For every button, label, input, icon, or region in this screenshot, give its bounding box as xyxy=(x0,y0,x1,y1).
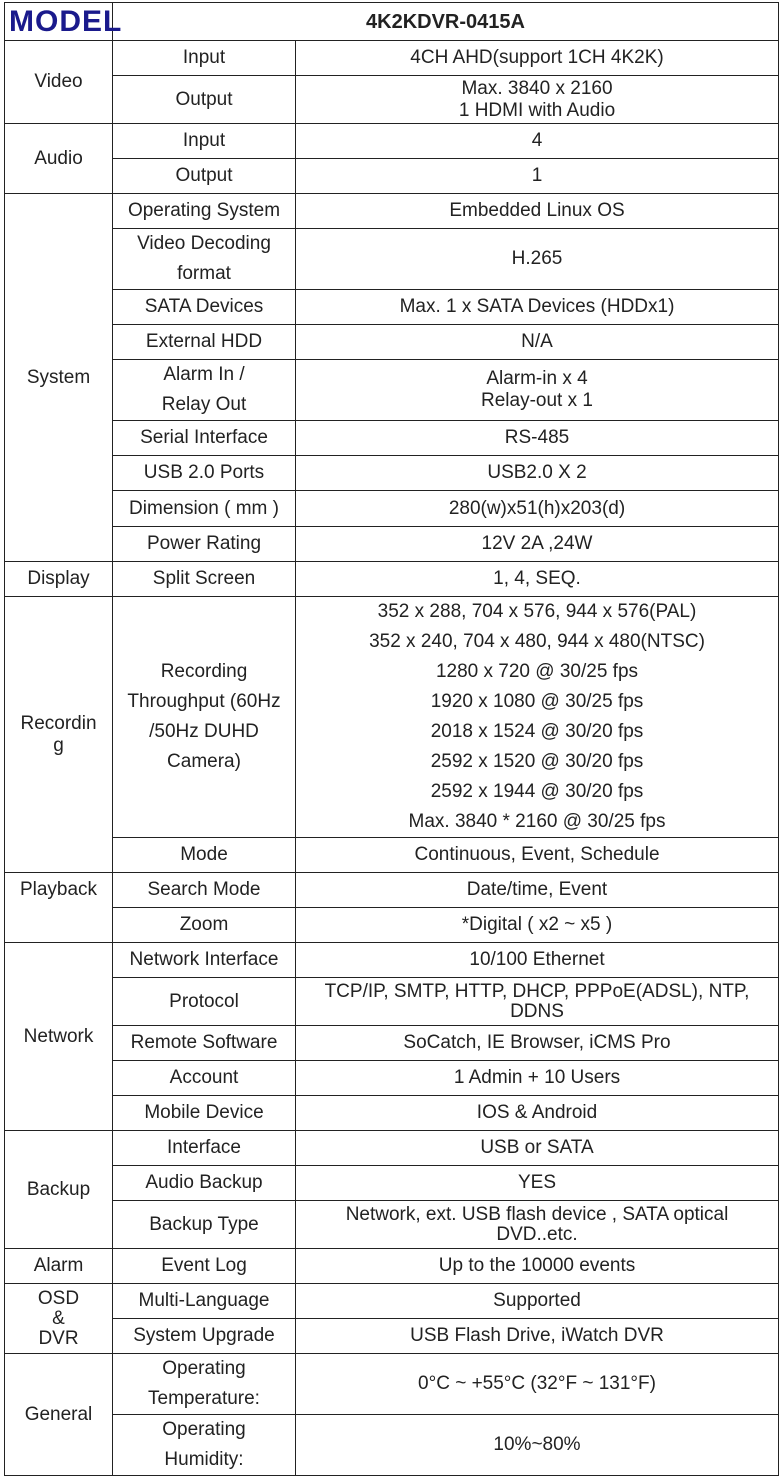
table-row xyxy=(5,456,779,491)
header-row xyxy=(5,3,779,41)
table-row xyxy=(5,1284,779,1319)
spec-value: SoCatch, IE Browser, iCMS Pro xyxy=(296,1026,779,1061)
spec-value: Network, ext. USB flash device , SATA optical DVD..etc. xyxy=(296,1201,779,1249)
model-value: 4K2KDVR-0415A xyxy=(113,3,779,41)
spec-value: Embedded Linux OS xyxy=(296,194,779,229)
table-row xyxy=(5,527,779,562)
table-row xyxy=(5,290,779,325)
category-backup: Backup xyxy=(5,1131,113,1249)
table-row xyxy=(5,1026,779,1061)
table-row xyxy=(5,1166,779,1201)
table-row xyxy=(5,1415,779,1476)
category-recording: Recordin g xyxy=(5,597,113,873)
table-row xyxy=(5,194,779,229)
spec-label: Protocol xyxy=(113,978,296,1026)
spec-value: 1 xyxy=(296,159,779,194)
category-network: Network xyxy=(5,943,113,1131)
spec-label: Backup Type xyxy=(113,1201,296,1249)
spec-label: Search Mode xyxy=(113,873,296,908)
spec-label: SATA Devices xyxy=(113,290,296,325)
spec-value: 4CH AHD(support 1CH 4K2K) xyxy=(296,41,779,76)
spec-label: Recording Throughput (60Hz /50Hz DUHD Camera) xyxy=(113,597,296,838)
table-row xyxy=(5,325,779,360)
spec-label: Output xyxy=(113,76,296,124)
spec-label: USB 2.0 Ports xyxy=(113,456,296,491)
spec-value: USB Flash Drive, iWatch DVR xyxy=(296,1319,779,1354)
spec-label: Output xyxy=(113,159,296,194)
spec-value: 0°C ~ +55°C (32°F ~ 131°F) xyxy=(296,1354,779,1415)
table-row xyxy=(5,597,779,838)
spec-table xyxy=(4,2,779,1476)
spec-label: Split Screen xyxy=(113,562,296,597)
spec-value: Alarm-in x 4 Relay-out x 1 xyxy=(296,360,779,421)
spec-label: Audio Backup xyxy=(113,1166,296,1201)
spec-value: USB2.0 X 2 xyxy=(296,456,779,491)
table-row xyxy=(5,360,779,421)
spec-label: Mode xyxy=(113,838,296,873)
spec-value: 280(w)x51(h)x203(d) xyxy=(296,491,779,527)
spec-value: *Digital ( x2 ~ x5 ) xyxy=(296,908,779,943)
table-row xyxy=(5,1249,779,1284)
table-row xyxy=(5,873,779,908)
table-row xyxy=(5,1319,779,1354)
spec-label: System Upgrade xyxy=(113,1319,296,1354)
table-row xyxy=(5,1061,779,1096)
spec-label: Account xyxy=(113,1061,296,1096)
spec-value: Max. 3840 x 2160 1 HDMI with Audio xyxy=(296,76,779,124)
spec-label: Mobile Device xyxy=(113,1096,296,1131)
spec-value: N/A xyxy=(296,325,779,360)
spec-value: 1, 4, SEQ. xyxy=(296,562,779,597)
spec-label: Multi-Language xyxy=(113,1284,296,1319)
table-row xyxy=(5,1354,779,1415)
table-row xyxy=(5,124,779,159)
spec-value: Supported xyxy=(296,1284,779,1319)
spec-value: 352 x 288, 704 x 576, 944 x 576(PAL) 352 x 240, 704 x 480, 944 x 480(NTSC) 1280 x 720 @ 30/25 fps 1920 x 1080 @ 30/25 fps 2018 x 1524 @ 30/20 fps 2592 x 1520 @ 30/20 fps 2592 x 1944 @ 30/20 fps Max. 3840 * 2160 @ 30/25 fps xyxy=(296,597,779,838)
spec-label: Interface xyxy=(113,1131,296,1166)
table-row xyxy=(5,491,779,527)
spec-value: Date/time, Event xyxy=(296,873,779,908)
spec-label: Input xyxy=(113,124,296,159)
spec-value: 10%~80% xyxy=(296,1415,779,1476)
spec-value: Continuous, Event, Schedule xyxy=(296,838,779,873)
spec-label: Zoom xyxy=(113,908,296,943)
spec-label: Alarm In / Relay Out xyxy=(113,360,296,421)
spec-value: IOS & Android xyxy=(296,1096,779,1131)
spec-label: Network Interface xyxy=(113,943,296,978)
spec-label: Power Rating xyxy=(113,527,296,562)
table-row xyxy=(5,943,779,978)
spec-label: Operating System xyxy=(113,194,296,229)
table-row xyxy=(5,159,779,194)
category-alarm: Alarm xyxy=(5,1249,113,1284)
spec-value: 4 xyxy=(296,124,779,159)
spec-value: YES xyxy=(296,1166,779,1201)
spec-label: Remote Software xyxy=(113,1026,296,1061)
spec-label: Input xyxy=(113,41,296,76)
table-row xyxy=(5,978,779,1026)
spec-label: External HDD xyxy=(113,325,296,360)
table-row xyxy=(5,562,779,597)
category-playback: Playback xyxy=(5,873,113,943)
spec-value: USB or SATA xyxy=(296,1131,779,1166)
model-label: MODEL xyxy=(5,3,113,41)
table-row xyxy=(5,838,779,873)
spec-label: Operating Humidity: xyxy=(113,1415,296,1476)
spec-label: Serial Interface xyxy=(113,421,296,456)
category-general: General xyxy=(5,1354,113,1476)
category-system: System xyxy=(5,194,113,562)
table-row xyxy=(5,41,779,76)
category-display: Display xyxy=(5,562,113,597)
spec-label: Operating Temperature: xyxy=(113,1354,296,1415)
spec-value: H.265 xyxy=(296,229,779,290)
spec-value: 10/100 Ethernet xyxy=(296,943,779,978)
table-row xyxy=(5,76,779,124)
spec-value: Max. 1 x SATA Devices (HDDx1) xyxy=(296,290,779,325)
spec-value: 1 Admin + 10 Users xyxy=(296,1061,779,1096)
category-osd: OSD & DVR xyxy=(5,1284,113,1354)
table-row xyxy=(5,1131,779,1166)
category-video: Video xyxy=(5,41,113,124)
spec-label: Video Decoding format xyxy=(113,229,296,290)
spec-value: Up to the 10000 events xyxy=(296,1249,779,1284)
table-row xyxy=(5,1096,779,1131)
spec-label: Event Log xyxy=(113,1249,296,1284)
spec-label: Dimension ( mm ) xyxy=(113,491,296,527)
table-row xyxy=(5,229,779,290)
table-row xyxy=(5,908,779,943)
spec-value: RS-485 xyxy=(296,421,779,456)
table-row xyxy=(5,421,779,456)
spec-value: TCP/IP, SMTP, HTTP, DHCP, PPPoE(ADSL), NTP, DDNS xyxy=(296,978,779,1026)
spec-value: 12V 2A ,24W xyxy=(296,527,779,562)
table-row xyxy=(5,1201,779,1249)
category-audio: Audio xyxy=(5,124,113,194)
